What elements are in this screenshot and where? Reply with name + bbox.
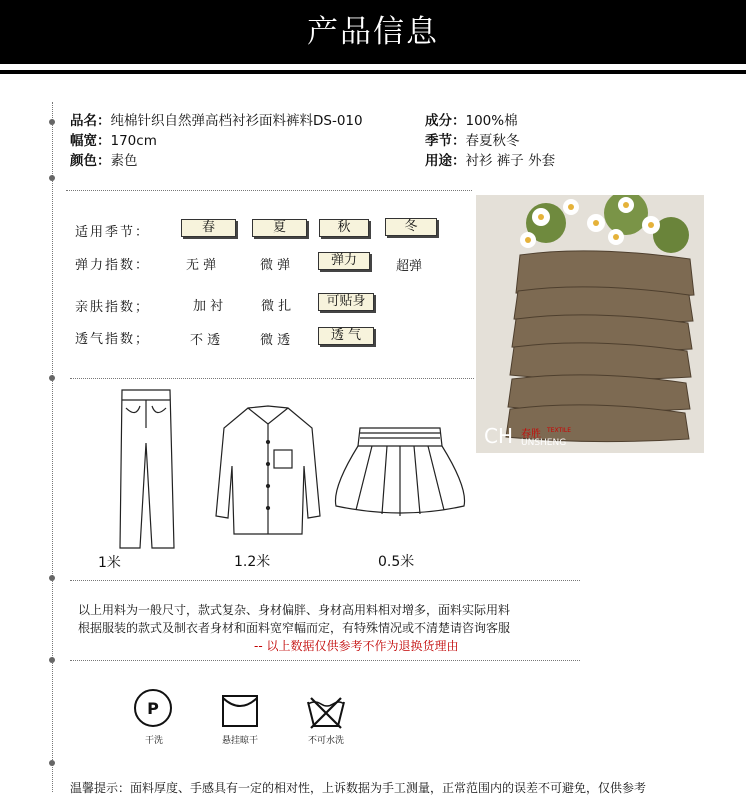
product-photo	[476, 195, 704, 453]
section-divider	[70, 660, 580, 661]
breath-index-label: 透气指数；	[75, 332, 151, 347]
info-color: 颜色：素色	[70, 153, 138, 169]
dry-clean-icon	[133, 688, 177, 732]
info-usage: 用途：衬衫 裤子 外套	[425, 153, 556, 169]
info-name: 品名：纯棉针织自然弹高档衬衫面料裤料DS-010	[70, 113, 363, 129]
timeline-dot	[49, 175, 55, 181]
elastic-super: 超弹	[396, 259, 423, 274]
svg-text:P: P	[147, 699, 159, 718]
breath-selected: 透 气	[318, 327, 374, 345]
title-divider	[0, 70, 746, 74]
usage-note-line1: 以上用料为一般尺寸，款式复杂、身材偏胖、身材高用料相对增多，面料实际用料	[78, 603, 511, 617]
breath-none: 不 透	[190, 333, 221, 348]
timeline-dot	[49, 575, 55, 581]
hang-dry-icon	[221, 694, 261, 730]
hang-dry-label: 悬挂晾干	[221, 736, 258, 746]
info-width: 幅宽：170cm	[70, 133, 157, 149]
elastic-index-label: 弹力指数：	[75, 258, 151, 273]
shirt-icon	[216, 406, 320, 534]
fabric-stack-image	[476, 195, 704, 453]
info-season: 季节：春夏秋冬	[425, 133, 520, 149]
season-winter: 冬	[385, 218, 437, 236]
section-divider	[66, 190, 472, 191]
footer-tip: 温馨提示：面料厚度、手感具有一定的相对性，上诉数据为手工测量，正常范围内的误差不可避免，仅供参考	[70, 781, 647, 795]
page-title: 产品信息	[0, 0, 746, 64]
season-index-label: 适用季节：	[75, 225, 151, 240]
pants-icon	[120, 390, 174, 548]
season-summer: 夏	[252, 219, 307, 237]
fabric-layers	[506, 251, 694, 442]
timeline-dot	[49, 760, 55, 766]
brand-ch: CH	[484, 424, 514, 448]
dry-clean-label: 干洗	[144, 736, 163, 746]
brand-cn: 春胜	[521, 429, 541, 440]
season-spring: 春	[181, 219, 236, 237]
brand-textile: TEXTILE	[547, 427, 572, 434]
skin-index-label: 亲肤指数；	[75, 300, 151, 315]
skin-slight-itch: 微 扎	[261, 299, 292, 314]
usage-disclaimer: -- 以上数据仅供参考不作为退换货理由	[254, 639, 459, 653]
info-composition: 成分：100%棉	[425, 113, 518, 129]
elastic-selected: 弹力	[318, 252, 370, 270]
skirt-amount: 0.5米	[378, 554, 415, 570]
shirt-amount: 1.2米	[234, 554, 271, 570]
fabric-layer	[510, 343, 691, 380]
season-autumn: 秋	[319, 219, 369, 237]
usage-note-line2: 根据服装的款式及制衣者身材和面料宽窄幅而定，有特殊情况或不清楚请咨询客服	[78, 621, 511, 635]
timeline-line	[52, 102, 53, 792]
elastic-none: 无 弹	[186, 258, 217, 273]
timeline-dot	[49, 657, 55, 663]
timeline-dot	[49, 119, 55, 125]
elastic-slight: 微 弹	[260, 258, 291, 273]
no-wash-icon	[305, 696, 347, 730]
no-wash-label: 不可水洗	[307, 736, 344, 746]
pants-amount: 1米	[98, 555, 121, 571]
brand-unsheng: UNSHENG	[521, 438, 567, 448]
section-divider	[70, 580, 580, 581]
skirt-icon	[335, 428, 464, 516]
breath-slight: 微 透	[260, 333, 291, 348]
skin-lining: 加 衬	[193, 299, 224, 314]
skin-selected: 可贴身	[318, 293, 374, 311]
section-divider	[70, 378, 474, 379]
garment-drawings	[100, 388, 480, 568]
timeline-dot	[49, 375, 55, 381]
